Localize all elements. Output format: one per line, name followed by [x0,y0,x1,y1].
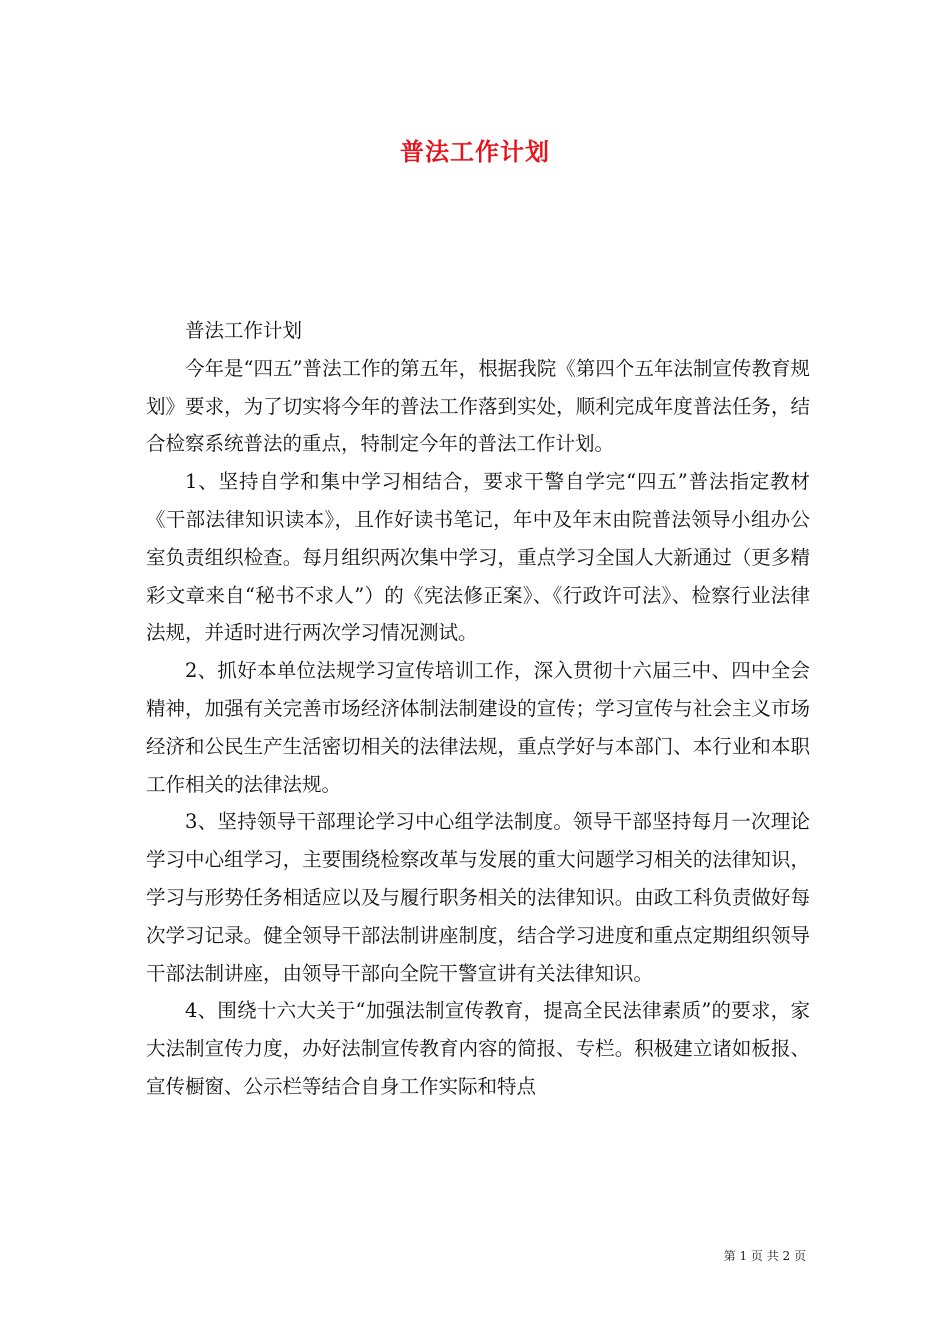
paragraph-item-2: 2、抓好本单位法规学习宣传培训工作，深入贯彻十六届三中、四中全会精神，加强有关完善市场经济体制法制建设的宣传；学习宣传与社会主义市场经济和公民生产生活密切相关的法律法规，重点学好与本部门、本行业和本职工作相关的法律法规。 [146,659,810,796]
document-body [146,312,810,1106]
paragraph-item-1: 1、坚持自学和集中学习相结合，要求干警自学完“四五”普法指定教材《干部法律知识读本》，且作好读书笔记，年中及年末由院普法领导小组办公室负责组织检查。每月组织两次集中学习，重点学习全国人大新通过（更多精彩文章来自“秘书不求人”）的《宪法修正案》、《行政许可法》、检察行业法律法规，并适时进行两次学习情况测试。 [146,470,810,645]
paragraph-intro: 今年是“四五”普法工作的第五年，根据我院《第四个五年法制宣传教育规划》要求，为了切实将今年的普法工作落到实处，顺利完成年度普法任务，结合检察系统普法的重点，特制定今年的普法工作计划。 [146,356,810,456]
paragraph-item-3: 3、坚持领导干部理论学习中心组学法制度。领导干部坚持每月一次理论学习中心组学习，主要围绕检察改革与发展的重大问题学习相关的法律知识，学习与形势任务相适应以及与履行职务相关的法律知识。由政工科负责做好每次学习记录。健全领导干部法制讲座制度，结合学习进度和重点定期组织领导干部法制讲座，由领导干部向全院干警宣讲有关法律知识。 [146,810,810,985]
document-title: 普法工作计划 [400,137,550,166]
page-number: 第 1 页 共 2 页 [723,1249,806,1263]
paragraph-item-4: 4、围绕十六大关于“加强法制宣传教育，提高全民法律素质”的要求，家大法制宣传力度，办好法制宣传教育内容的简报、专栏。积极建立诸如板报、宣传橱窗、公示栏等结合自身工作实际和特点 [146,999,810,1098]
paragraph-subtitle: 普法工作计划 [185,319,303,342]
